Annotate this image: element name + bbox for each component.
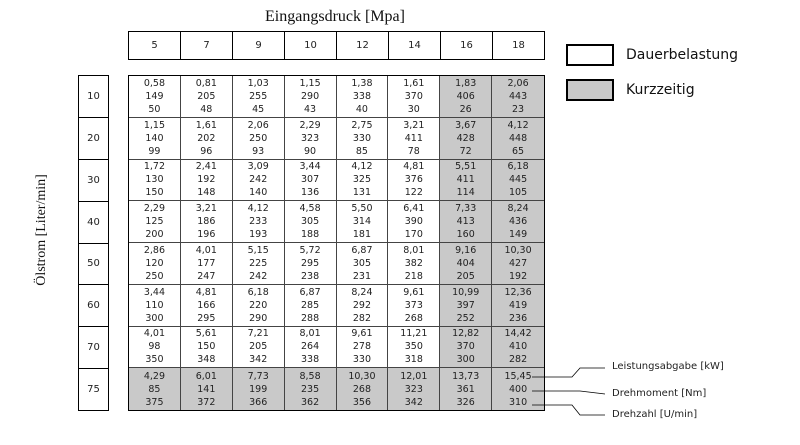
torque-value: 85 xyxy=(148,383,161,395)
torque-value: 199 xyxy=(249,383,268,395)
power-value: 6,87 xyxy=(351,244,373,256)
annotation-speed-label: Drehzahl [U/min] xyxy=(612,409,698,420)
speed-value: 362 xyxy=(300,396,320,408)
torque-value: 166 xyxy=(197,299,216,311)
speed-value: 342 xyxy=(249,354,268,366)
torque-value: 141 xyxy=(197,383,216,395)
speed-value: 196 xyxy=(197,229,216,241)
table-cell xyxy=(337,327,389,369)
table-cell xyxy=(285,243,337,285)
torque-value: 419 xyxy=(508,299,528,311)
torque-value: 150 xyxy=(197,341,216,353)
power-value: 9,16 xyxy=(455,244,477,256)
power-value: 11,21 xyxy=(400,328,428,340)
table-cell xyxy=(337,201,389,243)
table-cell xyxy=(181,368,233,410)
speed-value: 366 xyxy=(249,396,268,408)
table-cell xyxy=(129,76,181,118)
table-cell xyxy=(181,327,233,369)
table-cell xyxy=(337,118,389,160)
torque-value: 448 xyxy=(508,132,528,144)
flow-header-cell: 75 xyxy=(87,384,100,396)
speed-value: 99 xyxy=(148,145,161,157)
table-cell xyxy=(440,76,492,118)
torque-value: 130 xyxy=(145,174,164,186)
power-value: 9,61 xyxy=(403,286,425,298)
torque-value: 390 xyxy=(404,216,423,228)
table-cell xyxy=(388,118,440,160)
table-cell xyxy=(181,76,233,118)
table-cell xyxy=(233,201,285,243)
power-value: 6,18 xyxy=(247,286,269,298)
speed-value: 90 xyxy=(304,145,317,157)
speed-value: 326 xyxy=(456,396,475,408)
speed-value: 26 xyxy=(459,103,472,115)
torque-value: 338 xyxy=(352,90,371,102)
speed-value: 252 xyxy=(456,312,475,324)
torque-value: 125 xyxy=(145,216,164,228)
pressure-header-row xyxy=(128,31,545,60)
table-cell xyxy=(388,76,440,118)
speed-value: 247 xyxy=(197,270,216,282)
torque-value: 413 xyxy=(456,216,475,228)
torque-value: 305 xyxy=(352,257,371,269)
table-cell xyxy=(440,285,492,327)
torque-value: 292 xyxy=(352,299,371,311)
table-cell xyxy=(388,285,440,327)
power-value: 8,01 xyxy=(299,328,321,340)
speed-value: 50 xyxy=(148,103,161,115)
torque-value: 305 xyxy=(300,216,320,228)
speed-value: 96 xyxy=(200,145,213,157)
table-cell xyxy=(285,201,337,243)
speed-value: 148 xyxy=(197,187,216,199)
speed-value: 150 xyxy=(145,187,164,199)
pressure-header-cell: 12 xyxy=(337,32,389,59)
table-cell xyxy=(388,160,440,202)
pressure-header-cell: 18 xyxy=(512,40,525,51)
speed-value: 140 xyxy=(249,187,268,199)
power-value: 1,83 xyxy=(455,77,477,89)
table-cell xyxy=(492,368,544,410)
power-value: 1,15 xyxy=(299,77,321,89)
power-value: 3,67 xyxy=(455,119,477,131)
annotation-torque-label: Drehmoment [Nm] xyxy=(612,388,707,399)
speed-value: 205 xyxy=(456,270,475,282)
flow-header-cell: 10 xyxy=(79,76,108,118)
torque-value: 149 xyxy=(145,90,164,102)
torque-value: 436 xyxy=(508,216,528,228)
torque-value: 250 xyxy=(249,132,268,144)
table-cell xyxy=(285,327,337,369)
power-value: 4,12 xyxy=(247,203,269,215)
torque-value: 140 xyxy=(145,132,164,144)
power-value: 6,87 xyxy=(299,286,321,298)
power-value: 1,03 xyxy=(247,77,269,89)
torque-value: 376 xyxy=(404,174,423,186)
table-cell xyxy=(181,160,233,202)
torque-value: 220 xyxy=(249,299,268,311)
power-value: 2,75 xyxy=(351,119,373,131)
pressure-header-cell: 7 xyxy=(181,32,233,59)
power-value: 0,81 xyxy=(195,77,217,89)
speed-value: 338 xyxy=(300,354,320,366)
speed-value: 282 xyxy=(508,354,528,366)
power-value: 4,58 xyxy=(299,203,321,215)
table-cell xyxy=(337,243,389,285)
performance-table xyxy=(128,75,545,411)
power-value: 7,21 xyxy=(247,328,269,340)
power-value: 12,82 xyxy=(452,328,480,340)
table-cell xyxy=(337,76,389,118)
table-cell xyxy=(388,327,440,369)
torque-value: 202 xyxy=(197,132,216,144)
table-cell xyxy=(233,76,285,118)
table-cell xyxy=(129,118,181,160)
speed-value: 149 xyxy=(508,229,528,241)
power-value: 1,72 xyxy=(143,161,166,173)
speed-value: 48 xyxy=(200,103,213,115)
table-cell xyxy=(337,368,389,410)
power-value: 3,09 xyxy=(247,161,269,173)
table-cell xyxy=(440,118,492,160)
power-value: 7,33 xyxy=(455,203,477,215)
power-value: 2,29 xyxy=(299,119,321,131)
speed-value: 295 xyxy=(197,312,216,324)
table-cell xyxy=(440,201,492,243)
speed-value: 300 xyxy=(456,354,475,366)
torque-value: 370 xyxy=(456,341,475,353)
power-value: 0,58 xyxy=(143,77,166,89)
speed-value: 375 xyxy=(145,396,164,408)
table-cell xyxy=(492,327,544,369)
flow-header-cell: 20 xyxy=(79,118,108,160)
speed-value: 192 xyxy=(508,270,528,282)
flow-header-column xyxy=(78,75,109,411)
power-value: 3,21 xyxy=(195,203,217,215)
speed-value: 310 xyxy=(508,396,528,408)
speed-value: 136 xyxy=(300,187,320,199)
speed-value: 288 xyxy=(300,312,320,324)
flow-header-cell: 50 xyxy=(79,244,108,286)
table-cell xyxy=(492,243,544,285)
legend-continuous-swatch xyxy=(566,44,614,66)
torque-value: 400 xyxy=(508,383,528,395)
table-cell xyxy=(285,118,337,160)
torque-value: 373 xyxy=(404,299,423,311)
speed-value: 268 xyxy=(404,312,423,324)
torque-value: 325 xyxy=(352,174,371,186)
power-value: 10,30 xyxy=(504,244,532,256)
power-value: 8,24 xyxy=(351,286,373,298)
speed-value: 65 xyxy=(512,145,525,157)
power-value: 1,38 xyxy=(351,77,373,89)
table-cell xyxy=(233,327,285,369)
speed-value: 85 xyxy=(355,145,368,157)
table-cell xyxy=(129,327,181,369)
torque-value: 382 xyxy=(404,257,423,269)
power-value: 4,29 xyxy=(143,370,166,382)
torque-value: 205 xyxy=(249,341,268,353)
table-cell xyxy=(492,160,544,202)
torque-value: 290 xyxy=(300,90,320,102)
speed-value: 290 xyxy=(249,312,268,324)
torque-value: 98 xyxy=(148,341,161,353)
speed-value: 181 xyxy=(352,229,371,241)
torque-value: 323 xyxy=(300,132,320,144)
speed-value: 356 xyxy=(352,396,371,408)
table-cell xyxy=(129,285,181,327)
table-cell xyxy=(129,160,181,202)
flow-header-cell: 30 xyxy=(79,160,108,202)
torque-value: 428 xyxy=(456,132,475,144)
power-value: 4,12 xyxy=(507,119,529,131)
speed-value: 218 xyxy=(404,270,423,282)
torque-value: 192 xyxy=(197,174,216,186)
table-cell xyxy=(181,243,233,285)
torque-value: 307 xyxy=(300,174,320,186)
torque-value: 177 xyxy=(197,257,216,269)
speed-value: 105 xyxy=(508,187,528,199)
table-cell xyxy=(337,160,389,202)
annotation-power-label: Leistungsabgabe [kW] xyxy=(612,361,724,372)
torque-value: 264 xyxy=(300,341,320,353)
power-value: 1,61 xyxy=(403,77,425,89)
power-value: 6,18 xyxy=(507,161,529,173)
torque-value: 397 xyxy=(456,299,475,311)
power-value: 4,12 xyxy=(351,161,373,173)
power-value: 6,41 xyxy=(403,203,425,215)
power-value: 2,86 xyxy=(143,244,166,256)
power-value: 14,42 xyxy=(504,328,532,340)
torque-value: 406 xyxy=(456,90,475,102)
power-value: 10,99 xyxy=(452,286,480,298)
speed-value: 188 xyxy=(300,229,320,241)
table-cell xyxy=(129,243,181,285)
speed-value: 160 xyxy=(456,229,475,241)
table-cell xyxy=(233,118,285,160)
torque-value: 314 xyxy=(352,216,371,228)
power-value: 3,21 xyxy=(403,119,425,131)
speed-value: 282 xyxy=(352,312,371,324)
torque-value: 295 xyxy=(300,257,320,269)
speed-value: 43 xyxy=(304,103,317,115)
power-value: 12,36 xyxy=(504,286,532,298)
speed-value: 372 xyxy=(197,396,216,408)
torque-value: 225 xyxy=(249,257,268,269)
legend-short-term-label: Kurzzeitig xyxy=(626,82,695,98)
table-cell xyxy=(388,201,440,243)
speed-value: 318 xyxy=(404,354,423,366)
power-value: 5,72 xyxy=(299,244,321,256)
table-cell xyxy=(440,368,492,410)
torque-value: 233 xyxy=(249,216,268,228)
table-cell xyxy=(388,243,440,285)
torque-value: 443 xyxy=(508,90,528,102)
torque-value: 350 xyxy=(404,341,423,353)
speed-value: 45 xyxy=(252,103,265,115)
speed-value: 350 xyxy=(145,354,164,366)
power-value: 3,44 xyxy=(143,286,166,298)
table-cell xyxy=(129,201,181,243)
power-value: 2,06 xyxy=(507,77,529,89)
speed-value: 193 xyxy=(249,229,268,241)
table-cell xyxy=(440,160,492,202)
speed-value: 238 xyxy=(300,270,320,282)
page-title: Eingangsdruck [Mpa] xyxy=(265,8,405,25)
torque-value: 268 xyxy=(352,383,371,395)
power-value: 7,73 xyxy=(247,370,269,382)
power-value: 5,15 xyxy=(247,244,269,256)
pressure-header-cell: 14 xyxy=(389,32,441,59)
pressure-header-cell: 5 xyxy=(129,32,181,59)
flow-header-cell: 40 xyxy=(79,202,108,244)
torque-value: 235 xyxy=(300,383,320,395)
torque-value: 110 xyxy=(145,299,164,311)
power-value: 8,01 xyxy=(403,244,425,256)
torque-value: 255 xyxy=(249,90,268,102)
table-cell xyxy=(285,368,337,410)
power-value: 2,41 xyxy=(195,161,217,173)
speed-value: 93 xyxy=(252,145,265,157)
speed-value: 122 xyxy=(404,187,423,199)
pressure-header-cell: 16 xyxy=(441,32,493,59)
flow-header-cell: 70 xyxy=(79,327,108,369)
torque-value: 205 xyxy=(197,90,216,102)
table-cell xyxy=(233,368,285,410)
speed-value: 300 xyxy=(145,312,164,324)
torque-value: 411 xyxy=(456,174,475,186)
power-value: 12,01 xyxy=(400,370,428,382)
torque-value: 278 xyxy=(352,341,371,353)
pressure-header-cell: 10 xyxy=(285,32,337,59)
flow-header-cell: 60 xyxy=(79,285,108,327)
torque-value: 404 xyxy=(456,257,475,269)
power-value: 2,06 xyxy=(247,119,269,131)
power-value: 8,24 xyxy=(507,203,529,215)
torque-value: 186 xyxy=(197,216,216,228)
table-cell xyxy=(129,368,181,410)
torque-value: 330 xyxy=(352,132,371,144)
speed-value: 242 xyxy=(249,270,268,282)
torque-value: 285 xyxy=(300,299,320,311)
table-cell xyxy=(337,285,389,327)
torque-value: 410 xyxy=(508,341,528,353)
table-cell xyxy=(181,118,233,160)
power-value: 5,50 xyxy=(351,203,373,215)
speed-value: 72 xyxy=(459,145,472,157)
speed-value: 78 xyxy=(407,145,420,157)
table-cell xyxy=(492,285,544,327)
torque-value: 370 xyxy=(404,90,423,102)
speed-value: 330 xyxy=(352,354,371,366)
table-cell xyxy=(285,76,337,118)
table-cell xyxy=(285,160,337,202)
table-cell xyxy=(440,243,492,285)
torque-value: 323 xyxy=(404,383,423,395)
table-cell xyxy=(233,285,285,327)
torque-value: 445 xyxy=(508,174,528,186)
speed-value: 348 xyxy=(197,354,216,366)
power-value: 2,29 xyxy=(143,203,166,215)
speed-value: 114 xyxy=(456,187,475,199)
flow-axis-label: Ölstrom [Liter/min] xyxy=(34,174,49,286)
pressure-header-cell: 9 xyxy=(233,32,285,59)
speed-value: 131 xyxy=(352,187,371,199)
speed-value: 231 xyxy=(352,270,371,282)
speed-value: 250 xyxy=(145,270,164,282)
torque-value: 242 xyxy=(249,174,268,186)
table-cell xyxy=(492,76,544,118)
speed-value: 342 xyxy=(404,396,423,408)
table-cell xyxy=(233,243,285,285)
table-cell xyxy=(440,327,492,369)
table-cell xyxy=(388,368,440,410)
power-value: 4,01 xyxy=(143,328,166,340)
table-cell xyxy=(492,201,544,243)
legend-continuous-label: Dauerbelastung xyxy=(626,47,738,63)
power-value: 3,44 xyxy=(299,161,321,173)
power-value: 4,01 xyxy=(195,244,217,256)
torque-value: 120 xyxy=(145,257,164,269)
power-value: 1,15 xyxy=(143,119,166,131)
table-cell xyxy=(492,118,544,160)
speed-value: 40 xyxy=(355,103,368,115)
power-value: 4,81 xyxy=(403,161,425,173)
power-value: 4,81 xyxy=(195,286,217,298)
speed-value: 23 xyxy=(512,103,525,115)
power-value: 6,01 xyxy=(195,370,217,382)
power-value: 13,73 xyxy=(452,370,480,382)
speed-value: 200 xyxy=(145,229,164,241)
power-value: 5,51 xyxy=(455,161,477,173)
torque-value: 427 xyxy=(508,257,528,269)
table-cell xyxy=(233,160,285,202)
table-cell xyxy=(181,201,233,243)
torque-value: 411 xyxy=(404,132,423,144)
speed-value: 170 xyxy=(404,229,423,241)
legend-short-term-swatch xyxy=(566,79,614,101)
power-value: 15,45 xyxy=(504,370,532,382)
power-value: 9,61 xyxy=(351,328,373,340)
power-value: 10,30 xyxy=(348,370,376,382)
speed-value: 30 xyxy=(407,103,420,115)
power-value: 1,61 xyxy=(195,119,217,131)
power-value: 5,61 xyxy=(195,328,217,340)
speed-value: 236 xyxy=(508,312,528,324)
table-cell xyxy=(181,285,233,327)
power-value: 8,58 xyxy=(299,370,321,382)
table-cell xyxy=(285,285,337,327)
torque-value: 361 xyxy=(456,383,475,395)
